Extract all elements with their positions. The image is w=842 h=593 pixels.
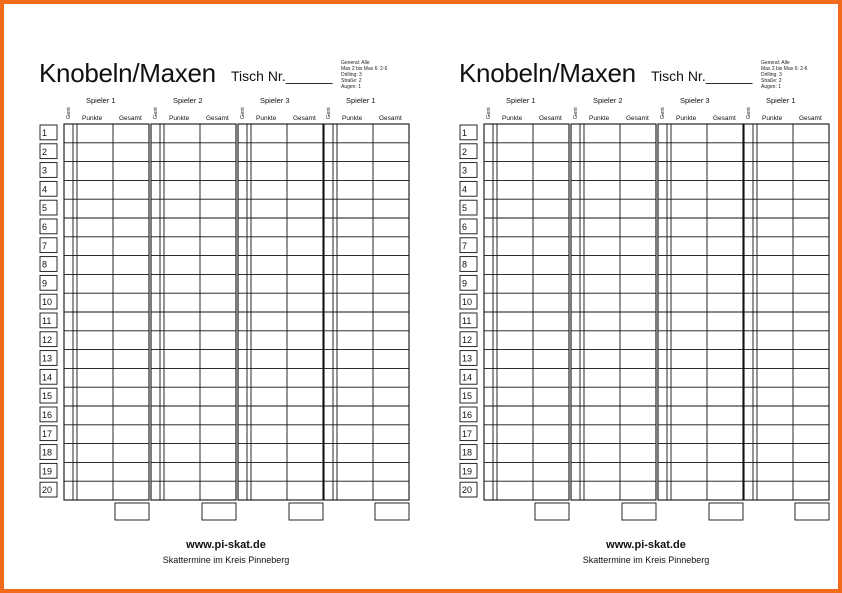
total-box[interactable]: [115, 503, 149, 520]
rule-line: Augen: 1: [761, 84, 782, 90]
row-number: 3: [462, 165, 468, 176]
rule-line: Straße: 2: [761, 78, 782, 84]
subtitle: Skattermine im Kreis Pinneberg: [162, 555, 290, 565]
sheet-title: Knobeln/Maxen: [39, 58, 216, 88]
website-link[interactable]: www.pi-skat.de: [606, 539, 686, 551]
punkte-header: Punkte: [256, 115, 277, 122]
total-box[interactable]: [709, 503, 743, 520]
row-number: 9: [42, 278, 48, 289]
row-number: 5: [42, 203, 48, 214]
total-box[interactable]: [535, 503, 569, 520]
punkte-header: Punkte: [342, 115, 363, 122]
geni-header: Geni: [153, 107, 159, 119]
row-number: 1: [42, 128, 48, 138]
row-number: 10: [42, 297, 53, 308]
row-number: 14: [42, 372, 53, 383]
row-number: 1: [462, 128, 468, 138]
row-number: 2: [462, 146, 468, 157]
player-header: Spieler 2: [173, 96, 203, 105]
row-number: 13: [462, 353, 473, 364]
rule-line: Straße: 2: [341, 78, 362, 84]
sheet-title: Knobeln/Maxen: [459, 58, 636, 88]
rule-line: Max 2 bis Max 6: 2-6: [761, 66, 808, 72]
row-number: 20: [42, 485, 53, 496]
row-number: 19: [462, 466, 473, 477]
row-number: 18: [462, 447, 473, 458]
gesamt-header: Gesamt: [713, 115, 736, 122]
row-number: 12: [462, 334, 473, 345]
row-number: 5: [462, 203, 468, 214]
player-header: Spieler 3: [680, 96, 710, 105]
rule-line: Augen: 1: [341, 84, 362, 90]
row-number: 8: [462, 259, 468, 270]
row-number: 16: [462, 410, 473, 420]
row-number: 12: [42, 334, 53, 345]
player-header: Spieler 1: [86, 96, 116, 105]
score-grid: [424, 4, 842, 524]
player-header: Spieler 3: [260, 96, 290, 105]
rule-line: General: Alle: [341, 60, 370, 66]
row-number: 7: [42, 240, 48, 251]
score-sheet-right: [424, 4, 842, 589]
geni-header: Geni: [746, 107, 752, 119]
subtitle: Skattermine im Kreis Pinneberg: [582, 555, 710, 565]
punkte-header: Punkte: [762, 115, 783, 122]
geni-header: Geni: [660, 107, 666, 119]
row-number: 17: [42, 428, 53, 439]
paper: [4, 4, 838, 589]
total-box[interactable]: [622, 503, 656, 520]
row-number: 18: [42, 447, 53, 458]
website-link[interactable]: www.pi-skat.de: [186, 539, 266, 551]
row-number: 11: [462, 316, 472, 326]
row-number: 19: [42, 466, 53, 477]
gesamt-header: Gesamt: [799, 115, 822, 122]
score-sheet-left: [4, 4, 424, 589]
row-number: 9: [462, 278, 468, 289]
total-box[interactable]: [375, 503, 409, 520]
gesamt-header: Gesamt: [626, 115, 649, 122]
row-number: 4: [462, 184, 468, 195]
row-number: 4: [42, 184, 48, 195]
score-grid: [4, 4, 424, 524]
geni-header: Geni: [573, 107, 579, 119]
row-number: 7: [462, 240, 468, 251]
row-number: 2: [42, 146, 48, 157]
geni-header: Geni: [486, 107, 492, 119]
player-header: Spieler 2: [593, 96, 623, 105]
total-box[interactable]: [202, 503, 236, 520]
player-header: Spieler 1: [506, 96, 536, 105]
rule-line: Max 2 bis Max 6: 2-6: [341, 66, 388, 72]
gesamt-header: Gesamt: [119, 115, 142, 122]
row-number: 6: [42, 222, 48, 232]
punkte-header: Punkte: [589, 115, 610, 122]
row-number: 11: [42, 316, 52, 326]
geni-header: Geni: [240, 107, 246, 119]
rule-line: Drilling: 3: [341, 72, 362, 78]
player-header: Spieler 1: [346, 96, 376, 105]
row-number: 16: [42, 410, 53, 420]
row-number: 15: [42, 391, 53, 402]
row-number: 8: [42, 259, 48, 270]
row-number: 13: [42, 353, 53, 364]
punkte-header: Punkte: [676, 115, 697, 122]
tisch-nr-label: Tisch Nr.______: [231, 68, 333, 84]
total-box[interactable]: [289, 503, 323, 520]
tisch-nr-label: Tisch Nr.______: [651, 68, 753, 84]
gesamt-header: Gesamt: [539, 115, 562, 122]
row-number: 3: [42, 165, 48, 176]
rule-line: Drilling: 3: [761, 72, 782, 78]
row-number: 6: [462, 222, 468, 232]
row-number: 20: [462, 485, 473, 496]
row-number: 10: [462, 297, 473, 308]
player-header: Spieler 1: [766, 96, 796, 105]
row-number: 14: [462, 372, 473, 383]
punkte-header: Punkte: [82, 115, 103, 122]
punkte-header: Punkte: [502, 115, 523, 122]
row-number: 17: [462, 428, 473, 439]
punkte-header: Punkte: [169, 115, 190, 122]
gesamt-header: Gesamt: [293, 115, 316, 122]
geni-header: Geni: [326, 107, 332, 119]
gesamt-header: Gesamt: [379, 115, 402, 122]
geni-header: Geni: [66, 107, 72, 119]
gesamt-header: Gesamt: [206, 115, 229, 122]
total-box[interactable]: [795, 503, 829, 520]
rule-line: General: Alle: [761, 60, 790, 66]
row-number: 15: [462, 391, 473, 402]
